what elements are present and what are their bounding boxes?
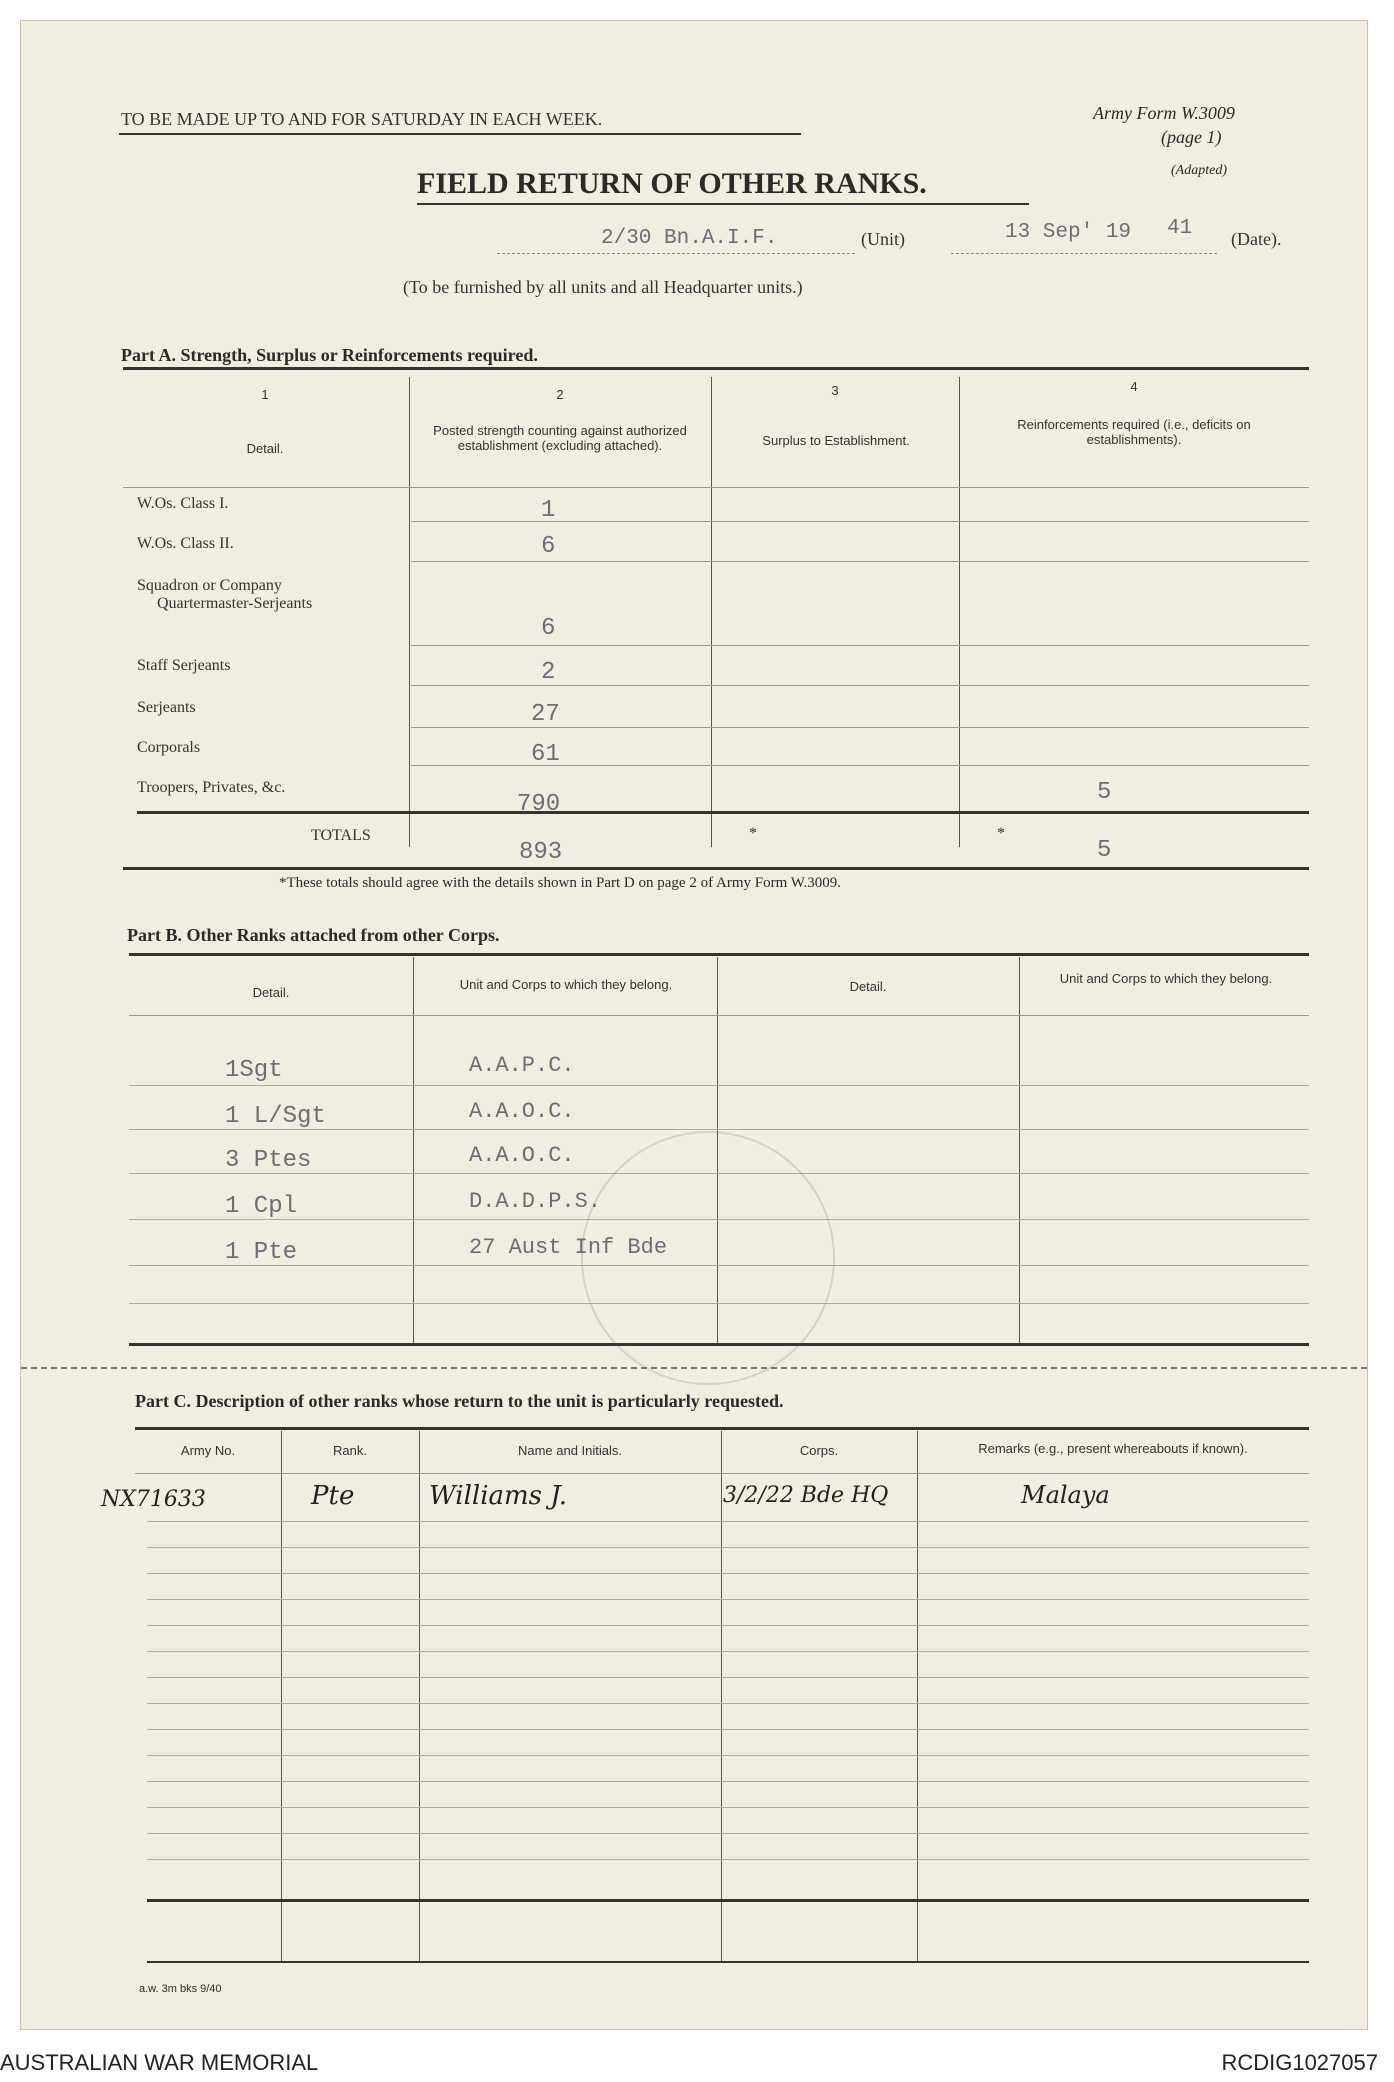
partC-row-name[interactable]: Williams J.: [429, 1481, 567, 1511]
partC-bottom-rule: [147, 1961, 1309, 1963]
partA-header-posted: Posted strength counting against authorized establishment (excluding attached).: [433, 423, 687, 453]
page-title: FIELD RETURN OF OTHER RANKS.: [417, 167, 927, 200]
date-value[interactable]: 13 Sep' 19: [1005, 221, 1132, 244]
partB-title: Part B. Other Ranks attached from other Corps.: [127, 925, 500, 945]
partC-row-rule: [147, 1573, 1309, 1574]
partA-totals-reinf[interactable]: 5: [1097, 837, 1112, 864]
partA-row-posted[interactable]: 27: [531, 701, 560, 728]
partC-col-divider: [917, 1431, 918, 1961]
footer-ref-id: RCDIG1027057: [1221, 2050, 1378, 2075]
partA-row-detail: Squadron or Company: [137, 577, 282, 594]
partC-row-rule: [147, 1599, 1309, 1600]
partA-colnum-4: 4: [1130, 379, 1138, 394]
partC-row-rule: [147, 1625, 1309, 1626]
partA-totals-surplus-mark: *: [749, 825, 757, 842]
partB-row-rule: [129, 1085, 1309, 1086]
partB-row-unit[interactable]: 27 Aust Inf Bde: [469, 1235, 668, 1260]
partC-row-remarks[interactable]: Malaya: [1021, 1481, 1110, 1509]
partA-col-divider: [959, 377, 960, 847]
partA-row-detail: Staff Serjeants: [137, 657, 231, 674]
partC-col-divider: [721, 1431, 722, 1961]
unit-line: [497, 253, 855, 254]
partA-colnum-1: 1: [261, 387, 269, 402]
partB-header-unit-2: Unit and Corps to which they belong.: [1059, 971, 1273, 986]
partA-row-detail-2: Quartermaster-Serjeants: [157, 595, 313, 612]
partC-row-rule: [147, 1833, 1309, 1834]
partA-row-posted[interactable]: 790: [517, 791, 561, 818]
partC-title: Part C. Description of other ranks whose return to the unit is particularly requested.: [135, 1391, 784, 1411]
form-id: Army Form W.3009: [1093, 103, 1235, 123]
partA-row-rule: [411, 685, 1309, 686]
partC-row-rule: [147, 1807, 1309, 1808]
partC-header-armyno: Army No.: [180, 1443, 236, 1458]
partC-header-corps: Corps.: [799, 1443, 839, 1458]
date-year[interactable]: 41: [1167, 217, 1193, 240]
partC-row-corps[interactable]: 3/2/22 Bde HQ: [723, 1483, 889, 1508]
partA-totals-label: TOTALS: [311, 827, 371, 844]
partC-row-rule: [147, 1547, 1309, 1548]
partA-footnote: *These totals should agree with the details shown in Part D on page 2 of Army Form W.3009.: [279, 875, 842, 891]
partC-row-rule: [147, 1781, 1309, 1782]
partC-totals-rule: [147, 1899, 1309, 1902]
partC-row-rule: [147, 1521, 1309, 1522]
partB-row-unit[interactable]: A.A.O.C.: [469, 1099, 575, 1124]
unit-value[interactable]: 2/30 Bn.A.I.F.: [601, 227, 778, 250]
partB-header-rule: [129, 1015, 1309, 1016]
partB-header-detail: Detail.: [252, 985, 290, 1000]
partC-col-divider: [419, 1431, 420, 1961]
partC-header-rule: [135, 1473, 1309, 1474]
partA-col-divider: [711, 377, 712, 847]
partA-header-rule: [123, 487, 1309, 488]
stamp-seal: [581, 1131, 835, 1385]
printer-imprint: a.w. 3m bks 9/40: [139, 1983, 222, 1995]
partC-top-rule: [135, 1427, 1309, 1430]
partA-col-divider: [409, 377, 410, 847]
partB-row-detail[interactable]: 1 Pte: [225, 1239, 298, 1266]
partA-row-posted[interactable]: 6: [541, 615, 556, 642]
date-line: [951, 253, 1217, 254]
partB-row-detail[interactable]: 3 Ptes: [225, 1147, 312, 1174]
date-label: (Date).: [1231, 229, 1282, 249]
partC-row-rule: [147, 1703, 1309, 1704]
partA-row-rule: [411, 645, 1309, 646]
partC-row-rule: [147, 1859, 1309, 1860]
partC-row-rule: [147, 1677, 1309, 1678]
partA-bottom-rule: [123, 867, 1309, 870]
partA-header-surplus: Surplus to Establishment.: [762, 433, 910, 448]
partA-row-reinf[interactable]: 5: [1097, 779, 1112, 806]
partA-row-posted[interactable]: 2: [541, 659, 556, 686]
instruction-text: TO BE MADE UP TO AND FOR SATURDAY IN EACH WEEK.: [121, 109, 603, 129]
unit-label: (Unit): [861, 229, 905, 249]
partA-row-posted[interactable]: 61: [531, 741, 560, 768]
form-sheet: [20, 20, 1368, 2030]
partA-row-rule: [411, 561, 1309, 562]
partB-row-detail[interactable]: 1Sgt: [225, 1057, 283, 1084]
partB-header-detail-2: Detail.: [849, 979, 887, 994]
partA-row-posted[interactable]: 6: [541, 533, 556, 560]
instruction-underline: [119, 133, 801, 135]
form-adapted: (Adapted): [1171, 163, 1227, 178]
partA-header-reinf: Reinforcements required (i.e., deficits on establishments).: [1017, 417, 1251, 447]
partA-totals-rule: [137, 811, 1309, 814]
partB-row-unit[interactable]: A.A.O.C.: [469, 1143, 575, 1168]
partA-colnum-2: 2: [556, 387, 564, 402]
partA-title: Part A. Strength, Surplus or Reinforcements required.: [121, 345, 538, 365]
partA-row-rule: [411, 521, 1309, 522]
partC-row-rule: [147, 1755, 1309, 1756]
partA-totals-reinf-mark: *: [997, 825, 1005, 842]
partB-row-rule: [129, 1129, 1309, 1130]
partA-top-rule: [123, 367, 1309, 370]
partC-row-armyno[interactable]: NX71633: [101, 1487, 206, 1512]
furnish-note: (To be furnished by all units and all Headquarter units.): [403, 277, 803, 297]
form-page: (page 1): [1161, 127, 1222, 147]
partB-row-unit[interactable]: D.A.D.P.S.: [469, 1189, 602, 1214]
partB-row-unit[interactable]: A.A.P.C.: [469, 1053, 575, 1078]
title-underline: [417, 203, 1029, 205]
partA-row-detail: Serjeants: [137, 699, 196, 716]
partC-col-divider: [281, 1431, 282, 1961]
partA-row-detail: W.Os. Class II.: [137, 535, 234, 552]
partA-row-rule: [411, 727, 1309, 728]
partC-header-remarks: Remarks (e.g., present whereabouts if known).: [978, 1441, 1248, 1456]
partB-row-detail[interactable]: 1 L/Sgt: [225, 1103, 326, 1130]
footer-institution: AUSTRALIAN WAR MEMORIAL: [0, 2050, 319, 2075]
partA-totals-posted[interactable]: 893: [519, 839, 563, 866]
partC-header-name: Name and Initials.: [517, 1443, 623, 1458]
partA-row-rule: [411, 765, 1309, 766]
partA-row-posted[interactable]: 1: [541, 497, 556, 524]
partB-header-unit: Unit and Corps to which they belong.: [459, 977, 673, 992]
partB-row-detail[interactable]: 1 Cpl: [225, 1193, 298, 1220]
partC-row-rule: [147, 1729, 1309, 1730]
partC-header-rank: Rank.: [333, 1443, 367, 1458]
partA-row-detail: Troopers, Privates, &c.: [137, 779, 286, 796]
partA-row-detail: Corporals: [137, 739, 201, 756]
partA-colnum-3: 3: [831, 383, 839, 398]
partB-top-rule: [129, 953, 1309, 956]
partC-row-rank[interactable]: Pte: [311, 1481, 355, 1511]
partC-row-rule: [147, 1651, 1309, 1652]
partA-row-detail: W.Os. Class I.: [137, 495, 229, 512]
partA-header-detail: Detail.: [246, 441, 284, 456]
perforation-line: [21, 1367, 1367, 1369]
